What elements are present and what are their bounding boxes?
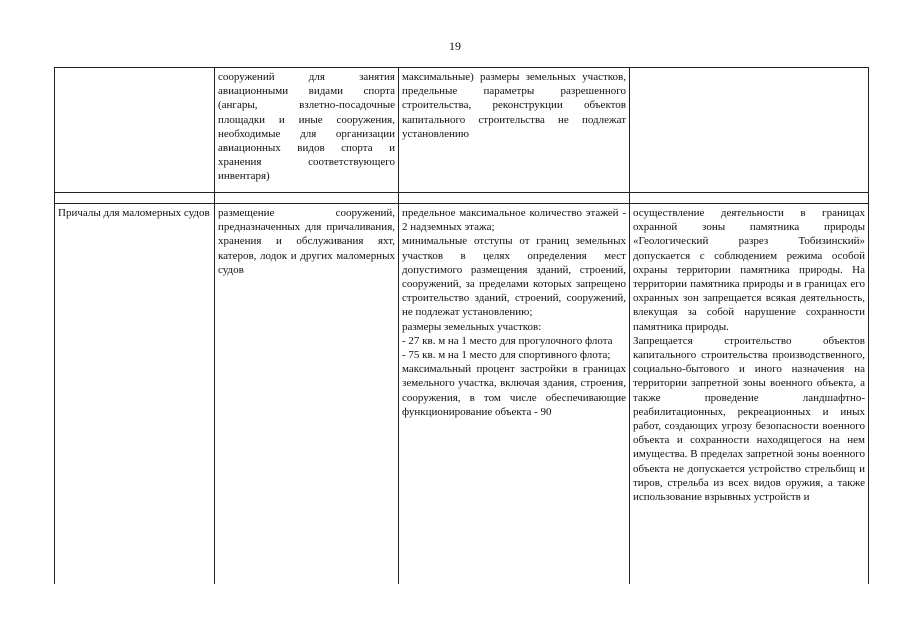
zoning-table	[54, 67, 869, 584]
table-row	[55, 204, 869, 585]
cell-permitted-uses: сооружений для занятия авиационными видами спорта (ангары, взлетно-посадочные площадки и иные сооружения, необходимые для организации авиационных видов спорта и хранения соответствующего инвентаря)	[215, 68, 399, 193]
cell-parameters: предельное максимальное количество этажей - 2 надземных этажа; минимальные отступы от границ земельных участков в целях определения мест допустимого размещения зданий, строений, сооружений, за пределами которых запрещено строительство зданий, строений, сооружений, не подлежат установлению; размеры земельных участков: - 27 кв. м на 1 место для прогулочного флота - 75 кв. м на 1 место для спортивного флота; максимальный процент застройки в границах земельного участка, включая здания, строения, сооружения, в том числе обеспечивающие функционирование объекта - 90	[399, 204, 630, 585]
page-number: 19	[449, 39, 461, 53]
cell-object-name: Причалы для маломерных судов	[55, 204, 215, 585]
cell-permitted-uses: размещение сооружений, предназначенных для причаливания, хранения и обслуживания яхт, катеров, лодок и других маломерных судов	[215, 204, 399, 585]
cell-object-name	[55, 68, 215, 193]
table-spacer-row	[55, 193, 869, 204]
cell-parameters: максимальные) размеры земельных участков, предельные параметры разрешенного строительства, реконструкции объектов капитального строительства не подлежат установлению	[399, 68, 630, 193]
cell-restrictions	[630, 68, 869, 193]
cell-restrictions: осуществление деятельности в границах охранной зоны памятника природы «Геологический разрез Тобизинский» допускается с соблюдением режима особой охраны территории памятника природы. На территории памятника природы и в границах его охранных зон запрещается всякая деятельность, влекущая за собой нарушение сохранности памятника природы. Запрещается строительство объектов капитального строительства производственного, социально-бытового и иного назначения на территории запретной зоны военного объекта, а также проведение ландшафтно-реабилитационных, рекреационных и иных работ, создающих угрозу безопасности военного объекта и сохранности находящегося на нем имущества. В пределах запретной зоны военного объекта не допускается устройство стрельбищ и тиров, стрельба из всех видов оружия, а также использование взрывных устройств и	[630, 204, 869, 585]
table-row	[55, 68, 869, 193]
